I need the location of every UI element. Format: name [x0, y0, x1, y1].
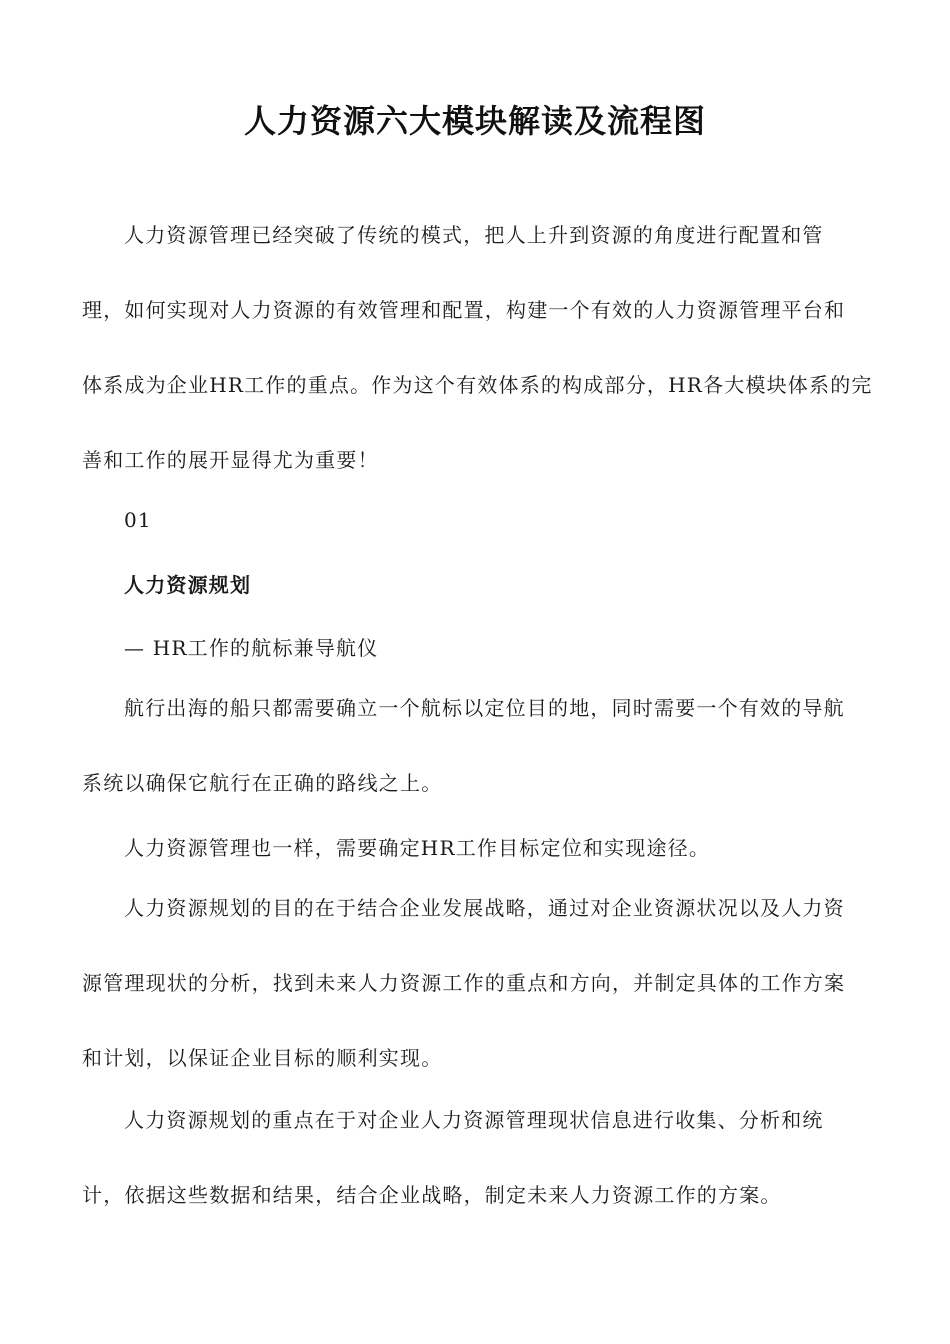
text-line: 航行出海的船只都需要确立一个航标以定位目的地，同时需要一个有效的导航	[124, 696, 845, 720]
body-paragraph-2: 人力资源管理也一样，需要确定HR工作目标定位和实现途径。	[124, 836, 711, 860]
body-paragraph-3	[82, 871, 902, 1096]
body-paragraph-4	[82, 1083, 902, 1233]
section-subtitle: — HR工作的航标兼导航仪	[124, 636, 379, 660]
document-title: 人力资源六大模块解读及流程图	[243, 102, 706, 140]
text-line: 人力资源规划的重点在于对企业人力资源管理现状信息进行收集、分析和统	[124, 1108, 824, 1132]
text-line: 体系成为企业HR工作的重点。作为这个有效体系的构成部分，HR各大模块体系的完	[82, 373, 873, 397]
body-paragraph-1	[82, 671, 902, 821]
text-line: 人力资源管理已经突破了传统的模式，把人上升到资源的角度进行配置和管	[124, 223, 824, 247]
text-line: 源管理现状的分析，找到未来人力资源工作的重点和方向，并制定具体的工作方案	[82, 971, 846, 995]
intro-paragraph	[82, 198, 902, 498]
section-number: 01	[124, 508, 152, 532]
text-line: 和计划，以保证企业目标的顺利实现。	[82, 1046, 443, 1070]
text-line: 系统以确保它航行在正确的路线之上。	[82, 771, 443, 795]
text-line: 人力资源规划的目的在于结合企业发展战略，通过对企业资源状况以及人力资	[124, 896, 845, 920]
text-line: 善和工作的展开显得尤为重要！	[82, 448, 379, 472]
section-title: 人力资源规划	[124, 573, 252, 597]
text-line: 理，如何实现对人力资源的有效管理和配置，构建一个有效的人力资源管理平台和	[82, 298, 846, 322]
text-line: 计，依据这些数据和结果，结合企业战略，制定未来人力资源工作的方案。	[82, 1183, 782, 1207]
